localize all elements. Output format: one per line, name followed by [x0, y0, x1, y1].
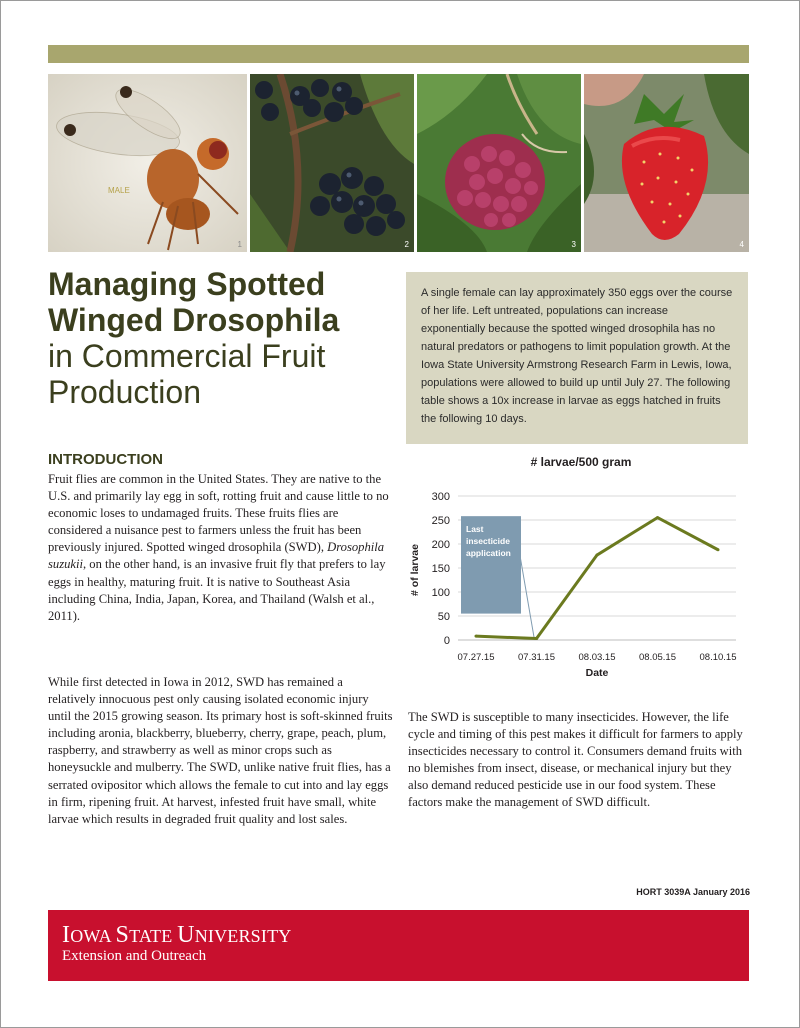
top-color-band — [48, 45, 749, 63]
photo-number: 3 — [571, 240, 576, 249]
strawberry-illustration — [584, 74, 749, 252]
male-label: MALE — [108, 186, 130, 195]
y-tick-label: 150 — [431, 563, 450, 575]
annotation-text: Last — [466, 524, 484, 535]
fly-illustration — [48, 74, 247, 252]
callout-text: A single female can lay approximately 350 eggs over the course of her life. Left untreated, populations can increase exponentially because the spotted winged drosophila has no natural predators or pathogens to limit population growth. At the Iowa State University Armstrong Research Farm in Lewis, Iowa, populations were allowed to build up until July 27. The following table shows a 10x increase in larvae as eggs hatched in fruits the following 10 days. — [421, 287, 733, 425]
y-tick-label: 50 — [437, 611, 450, 623]
intro-paragraph-2: While first detected in Iowa in 2012, SWD has remained a relatively innocuous pest only causing isolated economic injury until the 2015 growing season. Its primary host is soft-skinned fruits including aronia, blackberry, blueberry, cherry, grape, peach, plum, raspberry, and strawberry as well as minor crops such as honeysuckle and mulberry. The SWD, unlike native fruit flies, has a serrated ovipositor which allows the female to cut into and lay eggs in firm, ripening fruit. At harvest, infested fruit have small, white larvae which results in degraded fruit quality and lost sales. — [48, 675, 393, 826]
footer-banner — [48, 910, 749, 981]
aronia-photo — [250, 74, 414, 252]
raspberry-illustration — [417, 74, 581, 252]
y-tick-label: 250 — [431, 515, 450, 527]
line-chart — [406, 450, 750, 682]
document-id: HORT 3039A January 2016 — [636, 887, 750, 897]
data-point — [656, 516, 659, 519]
x-tick-label: 08.05.15 — [639, 652, 676, 663]
y-tick-label: 0 — [443, 635, 450, 647]
university-name — [62, 922, 291, 949]
raspberry-photo — [417, 74, 581, 252]
annotation-text: application — [466, 548, 511, 559]
photo-number: 4 — [739, 240, 744, 249]
photo-number: 1 — [237, 240, 242, 249]
name-part: NIVERSITY — [194, 926, 292, 946]
fly-photo — [48, 74, 247, 252]
larvae-chart — [406, 450, 750, 682]
aronia-illustration — [250, 74, 414, 252]
chart-title: # larvae/500 gram — [530, 455, 632, 469]
x-tick-label: 08.10.15 — [699, 652, 737, 663]
name-letter: S — [115, 922, 130, 948]
data-point — [475, 635, 478, 638]
name-part: OWA — [70, 926, 116, 946]
intro-paragraph-1 — [48, 471, 393, 625]
x-tick-label: 08.03.15 — [578, 652, 616, 663]
section-heading: INTRODUCTION — [48, 451, 163, 468]
title-line: Managing Spotted — [48, 266, 326, 302]
name-letter: I — [62, 922, 71, 948]
x-tick-label: 07.27.15 — [457, 652, 495, 663]
page-title — [48, 266, 408, 410]
intro-paragraph-3: The SWD is susceptible to many insecticides. However, the life cycle and timing of this pest makes it difficult for farmers to apply insecticides necessary to control it. Consumers demand fruits with no blemishes from insect, disease, or mechanical injury but they also demand reduced pesticide use in our food system. These factors make the management of SWD difficult. — [408, 710, 743, 810]
x-tick-label: 07.31.15 — [518, 652, 555, 663]
paragraph-text: Fruit flies are common in the United States. They are native to the U.S. and primarily lay egg in soft, rotting fruit and cause little to no economic loses to undamaged fruits. These fruits flies are considered a nuisance pest to farmers unless the fruit has been previously injured. Spotted winged drosophila (SWD), — [48, 472, 389, 555]
strawberry-photo — [584, 74, 749, 252]
title-line: Production — [48, 374, 201, 410]
title-line: Winged Drosophila — [48, 302, 340, 338]
y-tick-label: 300 — [431, 491, 450, 503]
y-axis-label: # of larvae — [409, 544, 421, 596]
data-point — [535, 637, 538, 640]
y-tick-label: 200 — [431, 539, 450, 551]
data-point — [596, 554, 599, 557]
footer-subtitle: Extension and Outreach — [62, 948, 207, 964]
annotation-text: insecticide — [466, 536, 510, 547]
paragraph-text: , on the other hand, is an invasive fruit fly that prefers to lay eggs in healthy, maturing fruit. It is native to Southeast Asia including China, India, Japan, Korea, and Thailand (Walsh et al., 2011). — [48, 557, 386, 623]
title-line: in Commercial Fruit — [48, 338, 326, 374]
data-point — [717, 548, 720, 551]
name-letter: U — [177, 922, 195, 948]
photo-number: 2 — [404, 240, 409, 249]
x-axis-label: Date — [585, 667, 609, 679]
species-name: Drosophila suzukii — [48, 540, 385, 572]
y-tick-label: 100 — [431, 587, 450, 599]
name-part: TATE — [129, 926, 178, 946]
callout-box — [406, 272, 748, 444]
